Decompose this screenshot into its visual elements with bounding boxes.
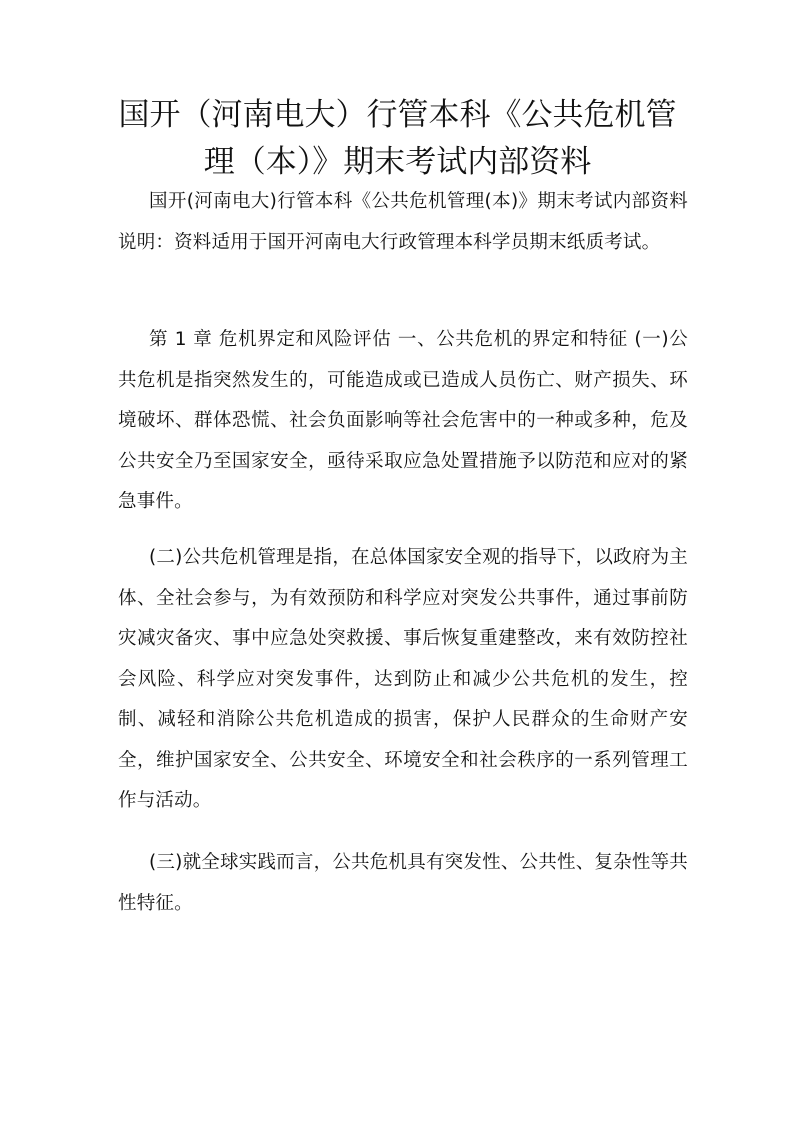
document-title: 国开（河南电大）行管本科《公共危机管理（本）》期末考试内部资料 <box>118 97 677 180</box>
paragraph-definition-2: (二)公共危机管理是指，在总体国家安全观的指导下，以政府为主体、全社会参与，为有效预防和科学应对突发公共事件，通过事前防灾减灾备灾、事中应急处突救援、事后恢复重建整改，来有效防控社会风险、科学应对突发事件，达到防止和减少公共危机的发生，控制、减轻和消除公共危机造成的损害，保护人民群众的生命财产安全，维护国家安全、公共安全、环境安全和社会秩序的一系列管理工作与活动。 <box>118 547 688 811</box>
paragraph-chapter-1: 第 1 章 危机界定和风险评估 一、公共危机的界定和特征 (一)公共危机是指突然发生的，可能造成或已造成人员伤亡、财产损失、环境破坏、群体恐慌、社会负面影响等社会危害中的一种或多种，危及公共安全乃至国家安全，亟待采取应急处置措施予以防范和应对的紧急事件。 <box>118 329 688 512</box>
paragraph-intro: 国开(河南电大)行管本科《公共危机管理(本)》期末考试内部资料 说明：资料适用于国开河南电大行政管理本科学员期末纸质考试。 <box>118 191 688 253</box>
paragraph-definition-3: (三)就全球实践而言，公共危机具有突发性、公共性、复杂性等共性特征。 <box>118 852 688 914</box>
